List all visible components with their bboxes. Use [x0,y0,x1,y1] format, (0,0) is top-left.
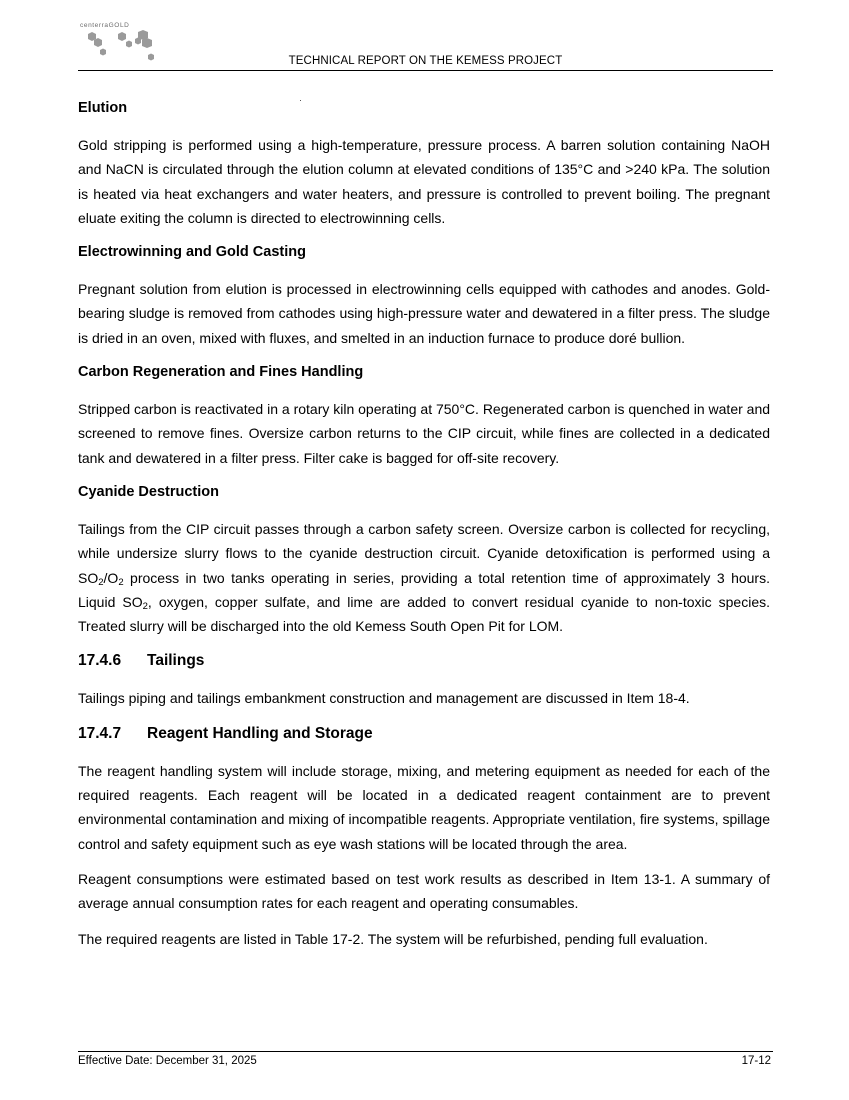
logo-wordmark: centerraGOLD [80,22,130,29]
section-number: 17.4.6 [78,652,122,670]
page-number: 17-12 [741,1055,771,1067]
paragraph-reagent-2: Reagent consumptions were estimated based on test work results as described in Item 13-1. A summary of average annual consumption rates for each reagent and operating consumables. [78,870,770,912]
footer-divider [78,1051,773,1052]
paragraph-cyanide-destruction: Tailings from the CIP circuit passes through a carbon safety screen. Oversize carbon is collected for recycling, while undersize slurry flows to the cyanide destruction circuit. Cyanide detoxification is performed using a $SO_2/O_2$ process in two tanks operating in series, providing a total retention time of approximately 3 hours. Liquid $SO_2$, oxygen, copper sulfate, and lime are added to convert residual cyanide to non-toxic species. Treated slurry will be discharged into the old Kemess South Open Pit for LOM. [78,520,770,635]
effective-date: Effective Date: December 31, 2025 [78,1055,257,1067]
paragraph-carbon-regeneration: Stripped carbon is reactivated in a rotary kiln operating at 750°C. Regenerated carbon is quenched in water and screened to remove fines. Oversize carbon returns to the CIP circuit, while fines are collected in a dedicated tank and dewatered in a filter press. Filter cake is bagged for off-site recovery. [78,401,771,466]
heading-electrowinning: Electrowinning and Gold Casting [78,244,306,261]
paragraph-tailings: Tailings piping and tailings embankment construction and management are discussed in Item 18-4. [78,690,690,707]
paragraph-electrowinning: Pregnant solution from elution is processed in electrowinning cells equipped with cathodes and anodes. Gold-bearing sludge is removed from cathodes using high-pressure water and dewatered in a filter press. The sludge is dried in an oven, mixed with fluxes, and smelted in an induction furnace to produce doré bullion. [78,281,770,346]
heading-elution: Elution [78,100,128,116]
paragraph-reagent-3: The required reagents are listed in Table 17-2. The system will be refurbished, pending full evaluation. [78,930,708,947]
paragraph-reagent-1: The reagent handling system will include storage, mixing, and metering equipment as needed for each of the required reagents. Each reagent will be located in a dedicated reagent containment are to prevent environmental contamination and mixing of incompatible reagents. Appropriate ventilation, fire systems, spillage control and safety equipment such as eye wash stations will be located through the area. [78,762,770,852]
heading-carbon-regeneration: Carbon Regeneration and Fines Handling [78,364,364,381]
heading-reagent-handling: 17.4.7 Reagent Handling and Storage [78,722,770,746]
header-divider [78,70,773,71]
paragraph-elution: Gold stripping is performed using a high-temperature, pressure process. A barren solution containing NaOH and NaCN is circulated through the elution column at elevated conditions of 135°C and >240 kPa. The solution is heated via heat exchangers and water heaters, and pressure is controlled to prevent boiling. The pregnant eluate exiting the column is directed to electrowinning cells. [78,137,770,226]
heading-cyanide-destruction: Cyanide Destruction [78,483,219,500]
report-body [78,96,770,951]
heading-tailings: 17.4.6 Tailings [78,649,770,673]
section-number: 17.4.7 [78,724,122,742]
report-title: TECHNICAL REPORT ON THE KEMESS PROJECT [288,55,563,67]
